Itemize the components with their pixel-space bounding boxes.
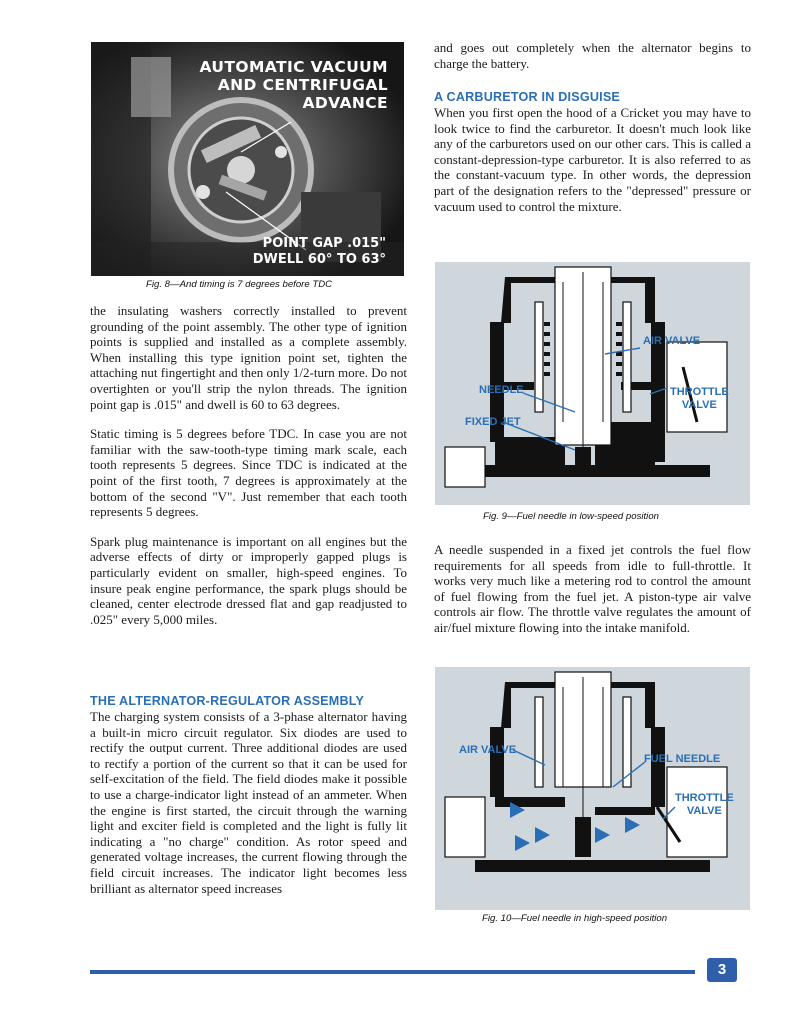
photo-label-top-line3: ADVANCE	[302, 94, 388, 112]
photo-label-top-line2: AND CENTRIFUGAL	[217, 76, 388, 94]
photo-label-bottom	[253, 236, 386, 268]
needle-paragraph: A needle suspended in a fixed jet controls the fuel flow requirements for all speeds from idle to full-throttle. It works very much like a metering rod to control the amount of fuel flowing from the fuel jet. A piston-type air valve controls air flow. The throttle valve regulates the amount of air/fuel mixture flowing into the intake manifold.	[434, 542, 751, 635]
alternator-body	[90, 709, 407, 896]
fig10-label-throttle-line1: THROTTLE	[675, 792, 734, 804]
fig10-caption: Fig. 10—Fuel needle in high-speed position	[482, 913, 668, 924]
fig9-label-needle: NEEDLE	[479, 384, 524, 396]
photo-label-bottom-line1: POINT GAP .015"	[262, 236, 386, 251]
fig10-carburetor-art	[435, 667, 750, 910]
fig9-label-throttle-line2: VALVE	[681, 399, 717, 411]
fig9-caption: Fig. 9—Fuel needle in low-speed position	[483, 511, 659, 522]
page-number: 3	[717, 961, 727, 978]
photo-label-bottom-line2: DWELL 60° TO 63°	[252, 252, 386, 267]
carburetor-paragraph: When you first open the hood of a Cricket you may have to look twice to find the carburetor. It doesn't much look like any of the carburetors used on our other cars. This is called a constant-depression-type carburetor. It is also referred to as the constant-vacuum type. In other words, the depression part of the designation refers to the "depressed" pressure or vacuum used to control the mixture.	[434, 105, 751, 214]
fig10-label-throttle-line2: VALVE	[686, 805, 722, 817]
photo-label-top	[200, 58, 389, 112]
fig10-label-throttle	[675, 792, 734, 818]
fig9-label-air-valve: AIR VALVE	[643, 335, 701, 347]
needle-body	[434, 542, 751, 636]
right-top-paragraph: and goes out completely when the alternator begins to charge the battery.	[434, 40, 751, 71]
fig10-label-fuel-needle: FUEL NEEDLE	[644, 753, 721, 765]
fig8-caption: Fig. 8—And timing is 7 degrees before TDC	[146, 279, 333, 290]
carburetor-heading: A CARBURETOR IN DISGUISE	[434, 90, 621, 104]
right-top-body	[434, 40, 751, 71]
fig10-diagram	[435, 667, 750, 910]
page-number-badge	[705, 953, 739, 987]
footer-rule	[90, 970, 695, 974]
fig9-label-throttle	[670, 386, 729, 412]
left-paragraph-2: Static timing is 5 degrees before TDC. In case you are not familiar with the saw-tooth-type timing mark scale, each tooth represents 5 degrees. Since TDC is indicated at the point of the first tooth, 7 degrees is approximately at the bottom of the second "V". Just remember that each tooth represents 5 degrees.	[90, 426, 407, 520]
left-paragraph-3: Spark plug maintenance is important on all engines but the adverse effects of dirty or improperly gapped plugs is particularly evident on smaller, high-speed engines. To insure peak engine performance, the spark plugs should be cleaned, center electrode dressed flat and gap readjusted to .025" every 5,000 miles.	[90, 533, 407, 627]
alternator-heading: THE ALTERNATOR-REGULATOR ASSEMBLY	[90, 694, 365, 708]
fig9-label-fixed-jet: FIXED JET	[465, 416, 521, 428]
photo-label-top-line1: AUTOMATIC VACUUM	[199, 58, 388, 76]
carburetor-body	[434, 105, 751, 214]
left-paragraph-1: the insulating washers correctly installed to prevent grounding of the point assembly. The other type of ignition points is supplied and installed as a complete assembly. When installing this type ignition point set, tighten the attaching nut fingertight and then only 1/2-turn more. Do not overtighten or you'll strip the nylon threads. The ignition point gap is .015" and dwell is 60 to 63 degrees.	[90, 303, 407, 412]
distributor-photo	[91, 42, 404, 276]
left-body	[90, 303, 407, 627]
alternator-paragraph: The charging system consists of a 3-phase alternator having a built-in micro circuit regulator. Six diodes are used to rectify the output current. Three additional diodes are used to rectify a portion of the current so that it can be used for self-excitation of the field. The field diodes make it possible to use a charge-indicator light instead of an ammeter. When the engine is first started, the circuit through the warning light and exciter field is completed and the light is fully lit indicating a "no charge" condition. As rotor speed and generated voltage increases, the current flowing through the field circuit increases. The indicator light becomes less brilliant as alternator speed increases	[90, 709, 407, 896]
fig10-label-air-valve: AIR VALVE	[459, 744, 517, 756]
fig9-diagram	[435, 262, 750, 505]
fig9-label-throttle-line1: THROTTLE	[670, 386, 729, 398]
